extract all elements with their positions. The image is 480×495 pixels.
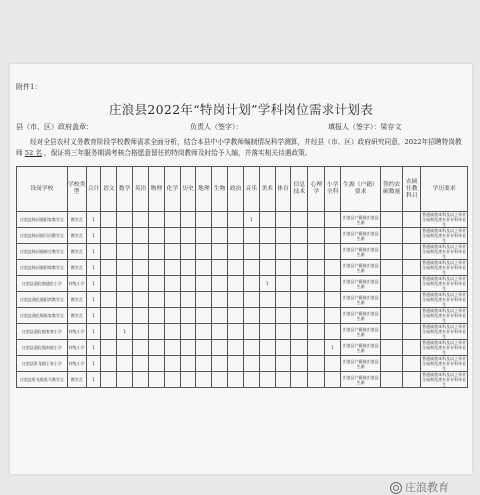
subject-cell — [148, 276, 164, 292]
origin-requirement-cell: 庄浪县户籍或庄浪县生源 — [341, 308, 381, 324]
subject-cell — [228, 260, 244, 276]
subject-cell: 1 — [325, 340, 341, 356]
subject-cell — [164, 372, 180, 388]
subject-cell — [325, 244, 341, 260]
table-row — [17, 340, 468, 356]
subject-cell — [243, 340, 259, 356]
total-cell: 1 — [86, 228, 101, 244]
subject-taught-cell — [403, 372, 421, 388]
subject-cell — [308, 244, 325, 260]
origin-requirement-cell: 庄浪县户籍或庄浪县生源 — [341, 228, 381, 244]
subject-taught-cell — [403, 324, 421, 340]
school-type-cell: 教学点 — [67, 372, 86, 388]
contract-count-cell — [381, 228, 403, 244]
subject-cell: 1 — [117, 324, 133, 340]
subject-cell — [180, 308, 196, 324]
total-cell: 1 — [86, 212, 101, 228]
subject-cell — [291, 276, 308, 292]
school-type-cell: 村级小学 — [67, 356, 86, 372]
subject-cell — [117, 356, 133, 372]
subject-cell — [228, 356, 244, 372]
subject-cell — [308, 356, 325, 372]
subject-taught-cell — [403, 276, 421, 292]
subject-cell — [243, 244, 259, 260]
subject-cell — [275, 372, 291, 388]
subject-cell — [180, 276, 196, 292]
subject-cell — [101, 308, 117, 324]
subject-taught-cell — [403, 244, 421, 260]
subject-cell — [196, 244, 212, 260]
subject-cell — [117, 372, 133, 388]
column-header: 音乐 — [243, 167, 259, 212]
school-cell: 庄浪县通化镇通化小学 — [17, 276, 68, 292]
subject-cell — [117, 340, 133, 356]
subject-cell — [180, 372, 196, 388]
subject-cell — [133, 292, 149, 308]
subject-cell — [133, 244, 149, 260]
contract-count-cell — [381, 276, 403, 292]
subject-cell — [308, 228, 325, 244]
origin-requirement-cell: 庄浪县户籍或庄浪县生源 — [341, 372, 381, 388]
subject-cell — [196, 356, 212, 372]
column-header: 信息技术 — [291, 167, 308, 212]
subject-cell — [101, 228, 117, 244]
total-cell: 1 — [86, 372, 101, 388]
school-cell: 庄浪县卧龙镇王家小学 — [17, 356, 68, 372]
education-requirement-cell: 普通高校本科及以上毕业生或师范类专业专科毕业生 — [422, 228, 467, 243]
subject-cell — [228, 324, 244, 340]
watermark — [390, 479, 449, 495]
subject-cell — [164, 324, 180, 340]
table-header-row — [17, 167, 468, 212]
subject-cell — [212, 372, 228, 388]
county-seal-label: 县（市、区）政府盖章： — [16, 123, 93, 131]
total-cell: 1 — [86, 260, 101, 276]
column-header: 设岗学校 — [17, 167, 68, 212]
subject-cell — [275, 340, 291, 356]
school-cell: 庄浪县通化镇陈家教学点 — [17, 308, 68, 324]
subject-cell — [325, 292, 341, 308]
subject-cell — [228, 276, 244, 292]
origin-requirement-cell: 庄浪县户籍或庄浪县生源 — [341, 292, 381, 308]
intro-part1: 经对全县农村义务教育阶段学校教师需求全面分析，结合本县中小学教师编制情况科学测算，并经县（市、区）政府研究同意，2022年招聘特岗教师 — [16, 138, 462, 157]
subject-cell — [180, 260, 196, 276]
subject-cell — [164, 276, 180, 292]
subject-cell — [275, 308, 291, 324]
education-requirement-cell: 普通高校本科及以上毕业生或师范类专业专科毕业生 — [422, 372, 467, 387]
subject-cell — [101, 292, 117, 308]
contract-count-cell — [381, 244, 403, 260]
subject-cell — [325, 276, 341, 292]
teacher-count: 52 名 — [24, 148, 43, 157]
subject-cell — [291, 212, 308, 228]
table-row — [17, 356, 468, 372]
subject-cell — [101, 276, 117, 292]
subject-cell — [228, 292, 244, 308]
subject-cell — [164, 340, 180, 356]
subject-cell — [291, 260, 308, 276]
origin-requirement-cell: 庄浪县户籍或庄浪县生源 — [341, 324, 381, 340]
subject-cell — [133, 212, 149, 228]
subject-cell — [243, 276, 259, 292]
subject-cell — [180, 324, 196, 340]
subject-cell — [133, 324, 149, 340]
filler-label — [328, 122, 402, 132]
total-cell: 1 — [86, 292, 101, 308]
subject-cell — [243, 292, 259, 308]
contract-count-cell — [381, 324, 403, 340]
subject-cell — [164, 212, 180, 228]
subject-cell — [325, 228, 341, 244]
attachment-label: 附件1： — [16, 83, 42, 91]
column-header: 学校类型 — [67, 167, 86, 212]
subject-cell — [101, 324, 117, 340]
education-requirement-cell: 普通高校本科及以上毕业生或师范类专业专科毕业生 — [422, 212, 467, 227]
subject-cell — [164, 228, 180, 244]
subject-cell — [212, 228, 228, 244]
subject-cell — [212, 324, 228, 340]
subject-cell — [212, 340, 228, 356]
origin-requirement-cell: 庄浪县户籍或庄浪县生源 — [341, 212, 381, 228]
subject-cell — [291, 372, 308, 388]
subject-cell — [148, 244, 164, 260]
subject-cell — [180, 228, 196, 244]
subject-cell — [243, 228, 259, 244]
subject-cell — [308, 212, 325, 228]
document-title: 庄浪县2022年“特岗计划”学科岗位需求计划表 — [109, 102, 373, 117]
subject-cell — [133, 276, 149, 292]
subject-cell — [259, 260, 275, 276]
table-row — [17, 276, 468, 292]
subject-cell — [259, 340, 275, 356]
subject-cell — [101, 356, 117, 372]
subject-cell — [275, 212, 291, 228]
subject-taught-cell — [403, 260, 421, 276]
wechat-logo-icon — [390, 482, 402, 494]
table-row — [17, 260, 468, 276]
subject-cell — [101, 372, 117, 388]
subject-cell — [164, 260, 180, 276]
total-cell: 1 — [86, 324, 101, 340]
subject-cell — [259, 356, 275, 372]
table-row — [17, 308, 468, 324]
subject-cell — [164, 244, 180, 260]
document-page — [10, 64, 472, 494]
subject-cell — [117, 308, 133, 324]
column-header: 体育 — [275, 167, 291, 212]
education-requirement-cell: 普通高校本科及以上毕业生或师范类专业专科毕业生 — [422, 244, 467, 259]
subject-cell — [133, 308, 149, 324]
education-requirement-cell: 普通高校本科及以上毕业生或师范类专业专科毕业生 — [422, 292, 467, 307]
subject-cell — [308, 340, 325, 356]
subject-cell — [212, 356, 228, 372]
subject-taught-cell — [403, 292, 421, 308]
school-cell: 庄浪县杨河镇阴坡教学点 — [17, 260, 68, 276]
column-header: 合计 — [86, 167, 101, 212]
subject-cell — [196, 228, 212, 244]
subject-taught-cell — [403, 212, 421, 228]
school-type-cell: 村级小学 — [67, 324, 86, 340]
school-cell: 庄浪县杨河镇新庄教学点 — [17, 244, 68, 260]
subject-cell — [133, 260, 149, 276]
contract-count-cell — [381, 308, 403, 324]
education-requirement-cell: 普通高校本科及以上毕业生或师范类专业专科毕业生 — [422, 276, 467, 291]
school-type-cell: 村级小学 — [67, 276, 86, 292]
education-requirement-cell: 普通高校本科及以上毕业生或师范类专业专科毕业生 — [422, 340, 467, 355]
subject-cell — [291, 244, 308, 260]
demand-table — [16, 166, 468, 388]
subject-cell — [148, 372, 164, 388]
column-header: 生物 — [212, 167, 228, 212]
subject-cell — [180, 244, 196, 260]
subject-cell — [133, 356, 149, 372]
school-cell: 庄浪县通化镇南坡小学 — [17, 340, 68, 356]
subject-cell — [291, 228, 308, 244]
subject-cell — [212, 244, 228, 260]
origin-requirement-cell: 庄浪县户籍或庄浪县生源 — [341, 276, 381, 292]
subject-cell — [148, 292, 164, 308]
table-row — [17, 292, 468, 308]
subject-cell — [291, 308, 308, 324]
total-cell: 1 — [86, 340, 101, 356]
subject-cell: 1 — [243, 212, 259, 228]
subject-cell — [196, 340, 212, 356]
column-header: 学历要求 — [421, 167, 468, 212]
contract-count-cell — [381, 356, 403, 372]
table-row — [17, 212, 468, 228]
total-cell: 1 — [86, 356, 101, 372]
subject-cell — [243, 308, 259, 324]
subject-cell — [275, 324, 291, 340]
school-cell: 庄浪县卧龙镇张马教学点 — [17, 372, 68, 388]
school-type-cell: 教学点 — [67, 244, 86, 260]
subject-cell — [325, 324, 341, 340]
subject-cell — [259, 228, 275, 244]
subject-cell — [275, 356, 291, 372]
subject-cell — [148, 260, 164, 276]
subject-cell — [259, 324, 275, 340]
column-header: 美术 — [259, 167, 275, 212]
school-type-cell: 教学点 — [67, 308, 86, 324]
subject-cell — [148, 212, 164, 228]
subject-cell — [133, 340, 149, 356]
contract-count-cell — [381, 372, 403, 388]
subject-cell — [308, 324, 325, 340]
subject-cell — [212, 292, 228, 308]
column-header: 化学 — [164, 167, 180, 212]
subject-cell — [228, 372, 244, 388]
subject-cell — [180, 356, 196, 372]
subject-cell — [243, 372, 259, 388]
education-requirement-cell: 普通高校本科及以上毕业生或师范类专业专科毕业生 — [422, 260, 467, 275]
subject-cell — [148, 340, 164, 356]
origin-requirement-cell: 庄浪县户籍或庄浪县生源 — [341, 356, 381, 372]
watermark-text: 庄浪教育 — [405, 481, 449, 494]
subject-cell — [308, 292, 325, 308]
table-row — [17, 324, 468, 340]
column-header: 历史 — [180, 167, 196, 212]
subject-cell — [259, 244, 275, 260]
subject-cell — [243, 324, 259, 340]
subject-cell — [325, 212, 341, 228]
subject-cell — [180, 340, 196, 356]
subject-cell — [196, 260, 212, 276]
subject-cell — [259, 308, 275, 324]
table-body — [17, 212, 468, 388]
education-requirement-cell: 普通高校本科及以上毕业生或师范类专业专科毕业生 — [422, 308, 467, 323]
subject-cell: 1 — [259, 276, 275, 292]
subject-cell — [308, 308, 325, 324]
school-type-cell: 村级小学 — [67, 340, 86, 356]
subject-cell — [101, 244, 117, 260]
contract-count-cell — [381, 260, 403, 276]
subject-cell — [117, 292, 133, 308]
total-cell: 1 — [86, 276, 101, 292]
subject-cell — [259, 372, 275, 388]
subject-taught-cell — [403, 356, 421, 372]
subject-cell — [212, 276, 228, 292]
contract-count-cell — [381, 292, 403, 308]
subject-cell — [196, 292, 212, 308]
total-cell: 1 — [86, 244, 101, 260]
table-row — [17, 228, 468, 244]
subject-cell — [275, 228, 291, 244]
school-type-cell: 教学点 — [67, 228, 86, 244]
column-header: 政治 — [228, 167, 244, 212]
subject-cell — [325, 372, 341, 388]
subject-cell — [228, 308, 244, 324]
column-header: 小学全科 — [325, 167, 341, 212]
subject-cell — [291, 356, 308, 372]
subject-cell — [291, 292, 308, 308]
table-row — [17, 372, 468, 388]
column-header: 农硕任教科目 — [403, 167, 421, 212]
subject-cell — [133, 228, 149, 244]
origin-requirement-cell: 庄浪县户籍或庄浪县生源 — [341, 340, 381, 356]
subject-cell — [148, 324, 164, 340]
subject-cell — [212, 308, 228, 324]
contract-count-cell — [381, 212, 403, 228]
subject-cell — [117, 244, 133, 260]
subject-cell — [164, 308, 180, 324]
subject-cell — [117, 276, 133, 292]
education-requirement-cell: 普通高校本科及以上毕业生或师范类专业专科毕业生 — [422, 356, 467, 371]
subject-cell — [196, 372, 212, 388]
origin-requirement-cell: 庄浪县户籍或庄浪县生源 — [341, 260, 381, 276]
contract-count-cell — [381, 340, 403, 356]
subject-cell — [243, 356, 259, 372]
subject-cell — [243, 260, 259, 276]
total-cell: 1 — [86, 308, 101, 324]
subject-cell — [228, 340, 244, 356]
column-header: 签约农硕数量 — [381, 167, 403, 212]
intro-paragraph — [16, 137, 468, 158]
subject-cell — [196, 276, 212, 292]
origin-requirement-cell: 庄浪县户籍或庄浪县生源 — [341, 244, 381, 260]
subject-cell — [148, 356, 164, 372]
subject-cell — [275, 244, 291, 260]
subject-cell — [196, 212, 212, 228]
subject-taught-cell — [403, 340, 421, 356]
school-type-cell: 教学点 — [67, 292, 86, 308]
subject-cell — [325, 356, 341, 372]
subject-cell — [291, 340, 308, 356]
column-header: 生源（户籍）要求 — [341, 167, 381, 212]
subject-cell — [325, 260, 341, 276]
subject-cell — [133, 372, 149, 388]
subject-cell — [180, 292, 196, 308]
responsible-label: 负责人（签字）： — [190, 123, 243, 131]
subject-cell — [228, 212, 244, 228]
subject-cell — [117, 212, 133, 228]
column-header: 物理 — [148, 167, 164, 212]
school-cell: 庄浪县通化镇阳湾教学点 — [17, 292, 68, 308]
subject-cell — [308, 260, 325, 276]
subject-cell — [117, 228, 133, 244]
subject-cell — [212, 260, 228, 276]
column-header: 心理学 — [308, 167, 325, 212]
subject-cell — [101, 260, 117, 276]
subject-taught-cell — [403, 228, 421, 244]
education-requirement-cell: 普通高校本科及以上毕业生或师范类专业专科毕业生 — [422, 324, 467, 339]
subject-cell — [228, 244, 244, 260]
table-row — [17, 244, 468, 260]
subject-cell — [196, 308, 212, 324]
subject-cell — [275, 260, 291, 276]
subject-cell — [228, 228, 244, 244]
column-header: 语文 — [101, 167, 117, 212]
subject-cell — [275, 292, 291, 308]
subject-cell — [101, 212, 117, 228]
subject-cell — [196, 324, 212, 340]
filler-name: 梁存文 — [380, 123, 402, 131]
subject-cell — [308, 372, 325, 388]
subject-cell — [180, 212, 196, 228]
subject-cell — [325, 308, 341, 324]
subject-cell — [308, 276, 325, 292]
column-header: 数学 — [117, 167, 133, 212]
subject-cell — [275, 276, 291, 292]
subject-cell — [117, 260, 133, 276]
subject-taught-cell — [403, 308, 421, 324]
subject-cell — [148, 228, 164, 244]
school-type-cell: 教学点 — [67, 260, 86, 276]
filler-label-text: 填报人（签字）： — [328, 123, 381, 131]
subject-cell — [148, 308, 164, 324]
subject-cell — [101, 340, 117, 356]
school-type-cell: 教学点 — [67, 212, 86, 228]
school-cell: 庄浪县杨河镇阳家教学点 — [17, 212, 68, 228]
school-cell: 庄浪县通化镇张家小学 — [17, 324, 68, 340]
intro-part2: ，保证将三年服务期满考核合格愿意留任的特岗教师及时给予入编，并落实相关待遇政策。 — [44, 148, 312, 157]
subject-cell — [164, 292, 180, 308]
column-header: 英语 — [133, 167, 149, 212]
school-cell: 庄浪县杨河镇闫河教学点 — [17, 228, 68, 244]
subject-cell — [259, 212, 275, 228]
subject-cell — [212, 212, 228, 228]
subject-cell — [291, 324, 308, 340]
subject-cell — [164, 356, 180, 372]
subject-cell — [259, 292, 275, 308]
column-header: 地理 — [196, 167, 212, 212]
